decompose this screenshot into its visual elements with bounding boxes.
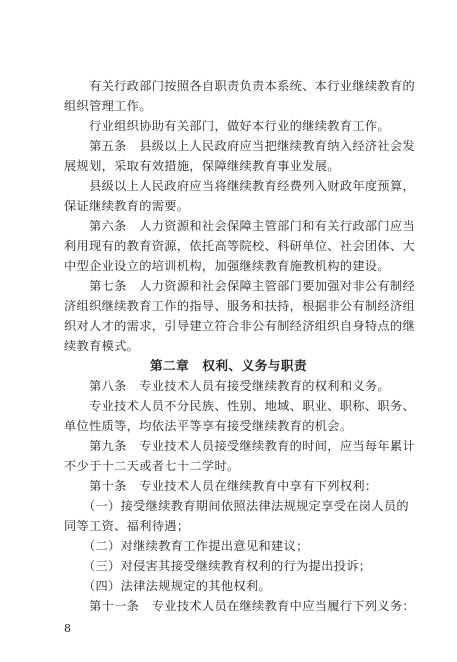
text-line: 第七条 人力资源和社会保障主管部门要加强对非公有制经 (64, 279, 416, 293)
text-line: 有关行政部门按照各自职责负责本系统、本行业继续教育的 (64, 79, 416, 93)
text-line: 第十一条 专业技术人员在继续教育中应当履行下列义务： (64, 599, 416, 613)
text-line: 织对人才的需求，引导建立符合非公有制经济组织自身特点的继 (64, 319, 416, 333)
text-line: 单位性质等，均依法平等享有接受继续教育的机会。 (64, 419, 353, 433)
text-line: （三）对侵害其接受继续教育权利的行为提出投诉； (64, 559, 372, 573)
chapter-heading: 第二章 权利、义务与职责 (149, 358, 308, 373)
text-line: 利用现有的教育资源，依托高等院校、科研单位、社会团体、大 (64, 239, 416, 253)
text-line: （四）法律法规规定的其他权利。 (64, 579, 272, 593)
text-line: （一）接受继续教育期间依照法律法规规定享受在岗人员的 (64, 499, 409, 513)
text-line: 中型企业设立的培训机构，加强继续教育施教机构的建设。 (64, 259, 390, 273)
text-line: 县级以上人民政府应当将继续教育经费列入财政年度预算， (64, 179, 416, 193)
text-line: （二）对继续教育工作提出意见和建议； (64, 539, 309, 553)
text-line: 第十条 专业技术人员在继续教育中享有下列权利： (64, 479, 378, 493)
text-line: 保证继续教育的需要。 (64, 199, 190, 213)
text-line: 不少于十二天或者七十二学时。 (64, 459, 240, 473)
text-line: 同等工资、福利待遇； (64, 519, 190, 533)
text-line: 展规划，采取有效措施，保障继续教育事业发展。 (64, 159, 340, 173)
text-line: 组织管理工作。 (64, 99, 152, 113)
text-line: 续教育模式。 (64, 339, 140, 353)
text-line: 专业技术人员不分民族、性别、地域、职业、职称、职务、 (64, 399, 416, 413)
text-line: 第五条 县级以上人民政府应当把继续教育纳入经济社会发 (64, 139, 416, 153)
text-line: 济组织继续教育工作的指导、服务和扶持，根据非公有制经济组 (64, 299, 416, 313)
text-line: 第八条 专业技术人员有接受继续教育的权利和义务。 (64, 379, 390, 393)
page-number: 8 (64, 622, 71, 635)
text-line: 行业组织协助有关部门，做好本行业的继续教育工作。 (64, 119, 390, 133)
text-line: 第九条 专业技术人员接受继续教育的时间，应当每年累计 (64, 439, 416, 453)
text-line: 第六条 人力资源和社会保障主管部门和有关行政部门应当 (64, 219, 416, 233)
